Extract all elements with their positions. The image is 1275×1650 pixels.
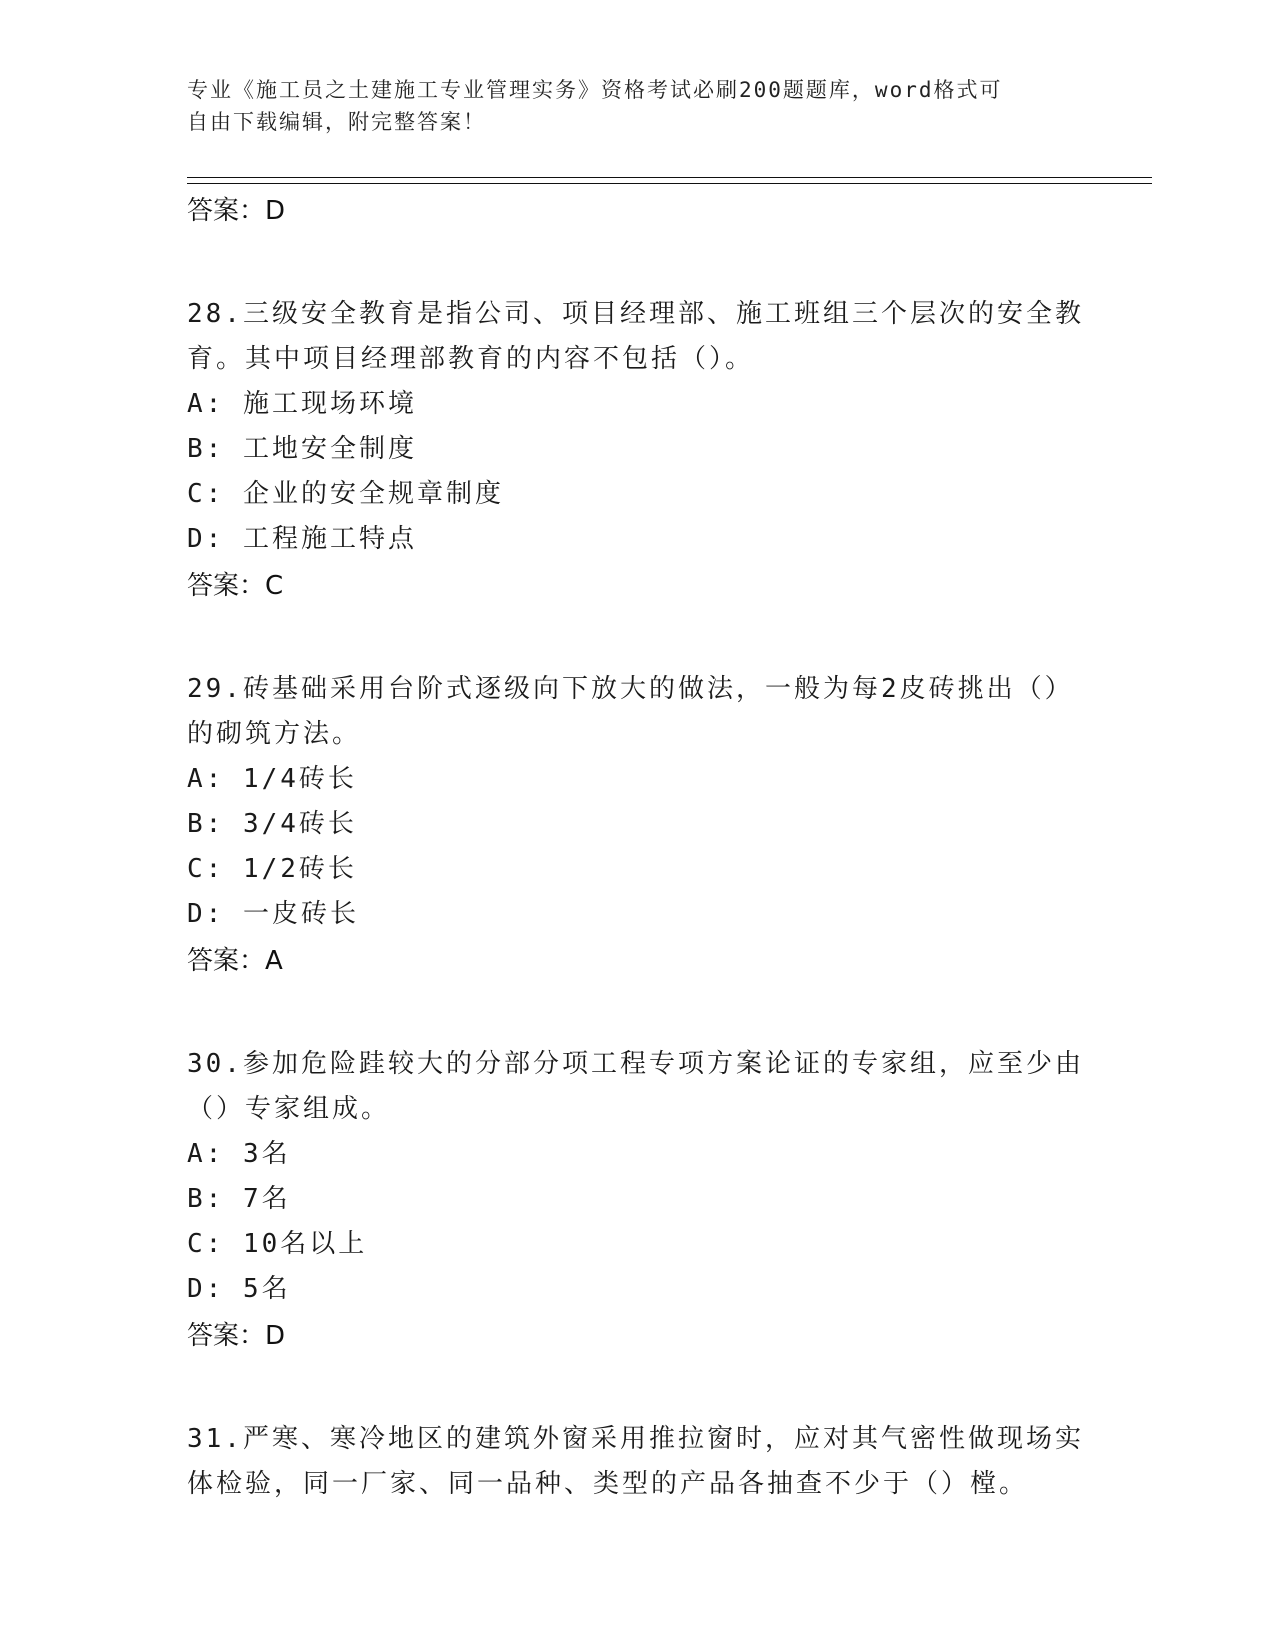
question-text-line-1: 28.三级安全教育是指公司、项目经理部、施工班组三个层次的安全教 (187, 299, 1084, 329)
question-text-line-1: 30.参加危险跬较大的分部分项工程专项方案论证的专家组，应至少由 (187, 1049, 1084, 1079)
answer-line: 答案：A (187, 946, 283, 976)
answer-line: 答案：D (187, 196, 286, 226)
question-29 (187, 667, 1087, 984)
question-text-line-2: 育。其中项目经理部教育的内容不包括（）。 (187, 344, 755, 374)
question-list (187, 188, 1087, 1507)
question-text (187, 667, 1087, 757)
option-d: D: 一皮砖长 (187, 899, 359, 929)
header-divider-top (187, 177, 1152, 178)
header-line-2: 自由下载编辑，附完整答案！ (187, 110, 486, 134)
question-text-line-1: 29.砖基础采用台阶式逐级向下放大的做法，一般为每2皮砖挑出（） (187, 674, 1074, 704)
header-divider-bottom (187, 183, 1152, 184)
question-text (187, 1417, 1087, 1507)
option-c: C: 企业的安全规章制度 (187, 479, 504, 509)
question-text-line-2: 的砌筑方法。 (187, 719, 362, 749)
question-text (187, 292, 1087, 382)
answer-line: 答案：C (187, 571, 284, 601)
option-b: B: 3/4砖长 (187, 809, 357, 839)
question-28 (187, 292, 1087, 609)
option-b: B: 7名 (187, 1184, 291, 1214)
question-30 (187, 1042, 1087, 1359)
question-text-line-1: 31.严寒、寒冷地区的建筑外窗采用推拉窗时，应对其气密性做现场实 (187, 1424, 1084, 1454)
document-header (187, 74, 1067, 138)
answer-line: 答案：D (187, 1321, 286, 1351)
option-a: A: 3名 (187, 1139, 291, 1169)
question-31 (187, 1417, 1087, 1507)
option-c: C: 1/2砖长 (187, 854, 357, 884)
option-a: A: 1/4砖长 (187, 764, 357, 794)
question-text-line-2: 体检验，同一厂家、同一品种、类型的产品各抽查不少于（）樘。 (187, 1469, 1029, 1499)
question-text (187, 1042, 1087, 1132)
option-d: D: 工程施工特点 (187, 524, 417, 554)
header-line-1: 专业《施工员之土建施工专业管理实务》资格考试必刷200题题库，word格式可 (187, 78, 1003, 102)
option-a: A: 施工现场环境 (187, 389, 417, 419)
question-text-line-2: （）专家组成。 (187, 1094, 391, 1124)
option-c: C: 10名以上 (187, 1229, 368, 1259)
option-b: B: 工地安全制度 (187, 434, 417, 464)
option-d: D: 5名 (187, 1274, 291, 1304)
